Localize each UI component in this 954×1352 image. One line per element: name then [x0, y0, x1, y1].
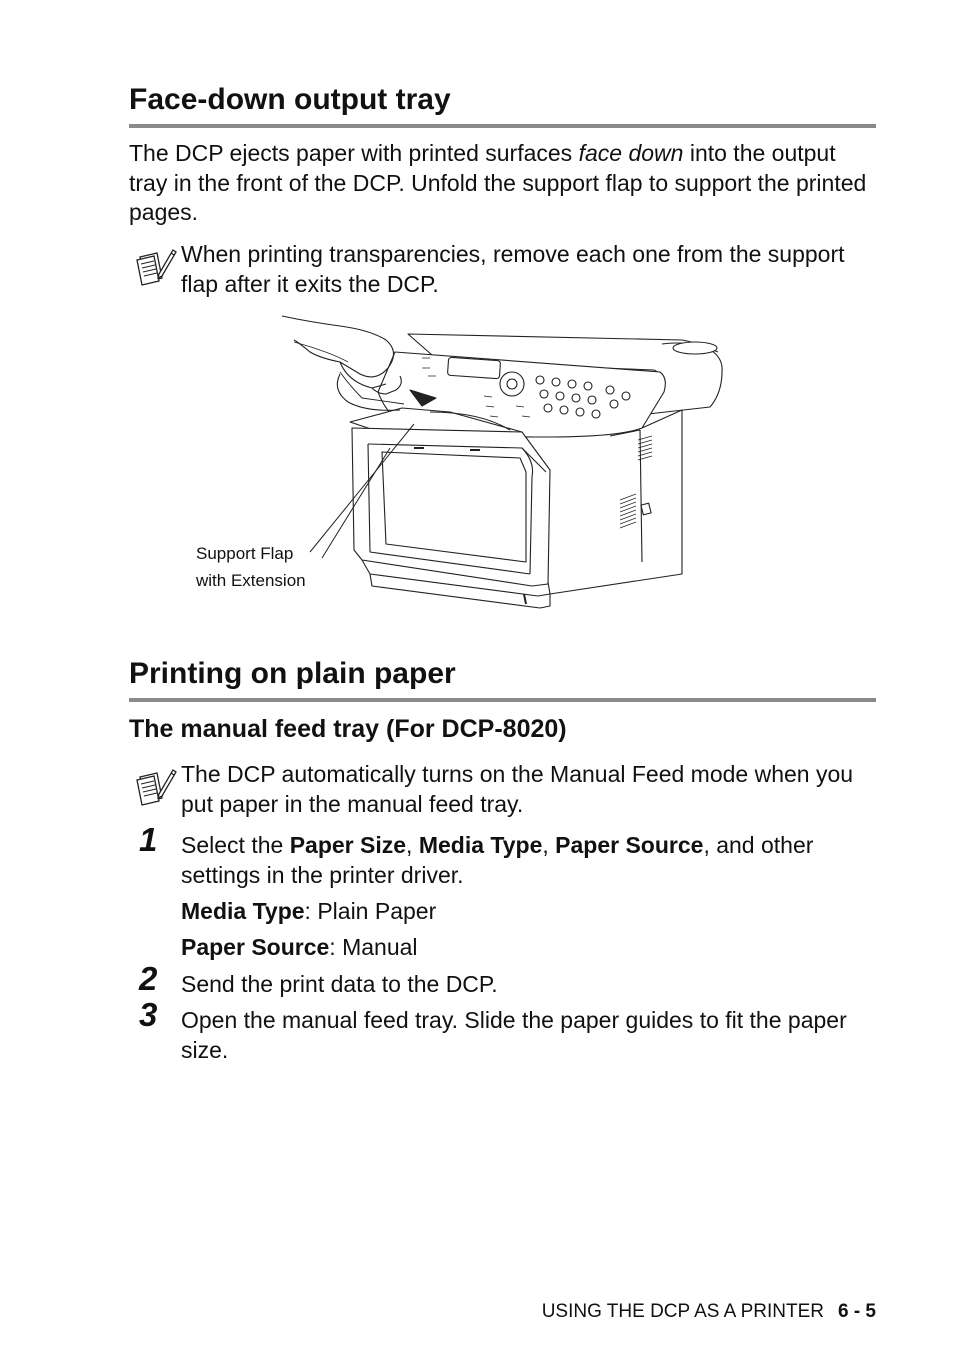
subheading-manual-feed-tray: The manual feed tray (For DCP-8020)	[129, 715, 567, 743]
figure-label-support-flap	[196, 544, 306, 591]
note-pad-pencil-icon	[135, 764, 177, 810]
section-heading-face-down: Face-down output tray	[129, 83, 451, 116]
step-bold-term: Paper Source	[555, 832, 704, 858]
setting-value: : Plain Paper	[304, 898, 437, 924]
footer-page-number: 6 - 5	[837, 1301, 876, 1322]
page-footer	[542, 1300, 876, 1324]
para-emphasis: face down	[578, 140, 684, 166]
step-number: 2	[139, 960, 158, 997]
step-number: 1	[139, 821, 158, 858]
step-number: 3	[139, 996, 158, 1033]
step-2-text: Send the print data to the DCP.	[181, 971, 498, 997]
face-down-paragraph	[129, 139, 879, 228]
figure-label-line: Support Flap	[196, 544, 294, 563]
setting-key: Paper Source	[181, 934, 330, 960]
setting-key: Media Type	[181, 898, 305, 924]
figure-label-line: with Extension	[196, 571, 306, 590]
step-bold-term: Paper Size	[289, 832, 407, 858]
heading-rule	[129, 124, 876, 128]
step-text-part: , and other settings in the printer driver.	[181, 832, 814, 888]
step-text-part: ,	[542, 832, 556, 858]
setting-media-type	[181, 896, 436, 926]
step-3-text: Open the manual feed tray. Slide the paper guides to fit the paper size.	[181, 1007, 847, 1063]
note-transparencies: When printing transparencies, remove each one from the support flap after it exits the DCP.	[181, 241, 845, 297]
heading-rule	[129, 698, 876, 702]
section-heading-plain-paper: Printing on plain paper	[129, 657, 456, 690]
step-text-part: ,	[406, 832, 419, 858]
note-pad-pencil-icon	[135, 244, 177, 290]
setting-value: : Manual	[329, 934, 418, 960]
step-1-text	[181, 830, 881, 890]
step-bold-term: Media Type	[418, 832, 543, 858]
note-manual-feed: The DCP automatically turns on the Manual Feed mode when you put paper in the manual feed tray.	[181, 761, 854, 817]
setting-paper-source	[181, 932, 418, 962]
step-text-part: Select the	[181, 832, 290, 858]
para-text: into the output tray in the front of the DCP. Unfold the support flap to support the printed pages.	[129, 140, 867, 225]
footer-section-title: USING THE DCP AS A PRINTER	[541, 1301, 824, 1322]
para-text: The DCP ejects paper with printed surfaces	[129, 140, 579, 166]
